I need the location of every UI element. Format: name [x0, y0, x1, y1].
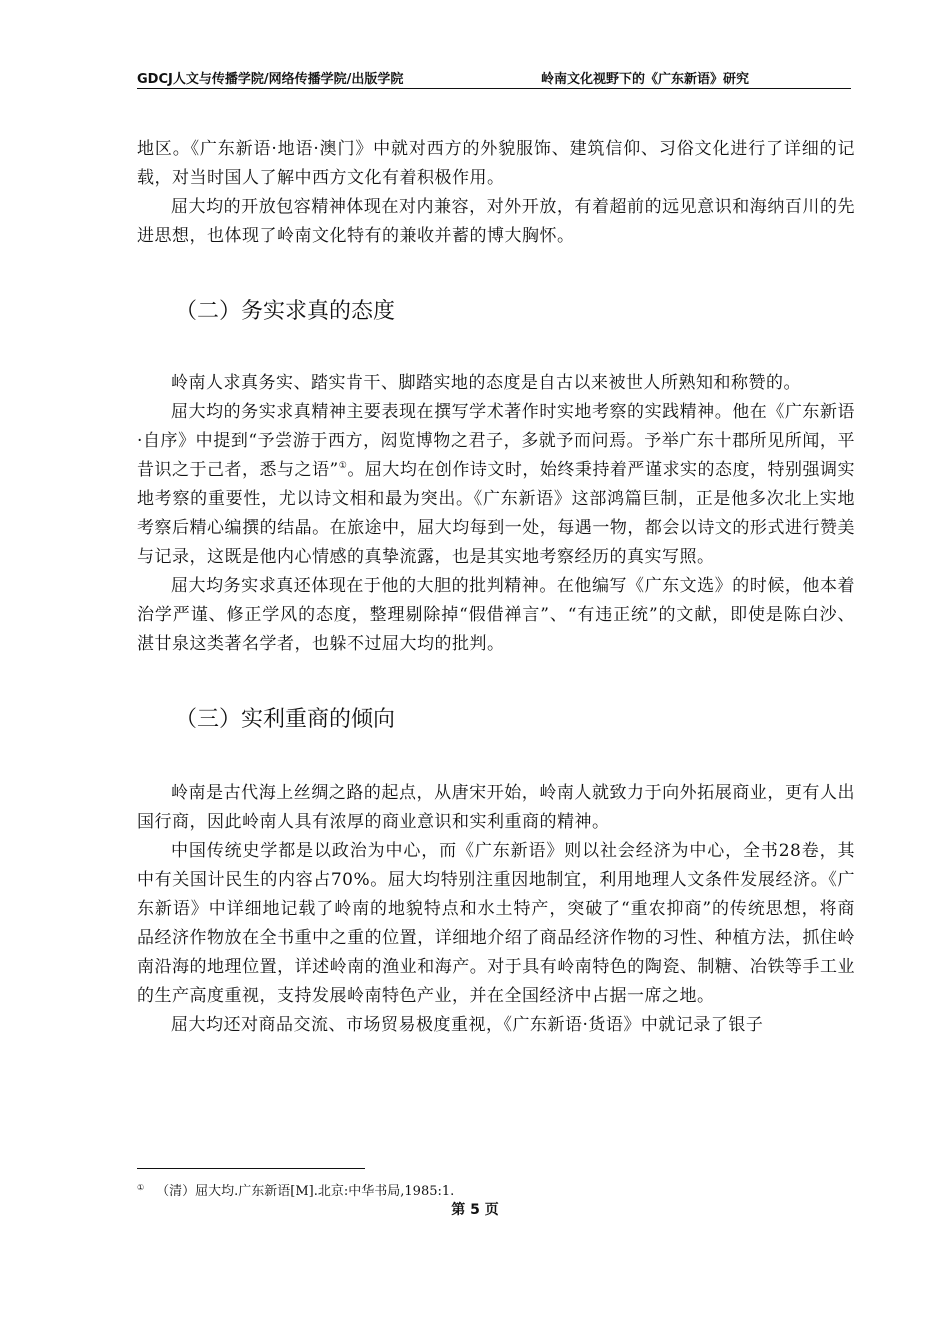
section-heading-3: （三）实利重商的倾向: [175, 707, 396, 732]
section-heading-2: （二）务实求真的态度: [175, 299, 396, 324]
page-body: [137, 135, 855, 1040]
footnote-reference[interactable]: ①: [338, 461, 348, 471]
paragraph-3: 岭南人求真务实、踏实肯干、脚踏实地的态度是自古以来被世人所熟知和称赞的。: [171, 373, 801, 393]
paragraph-7: 中国传统史学都是以政治为中心，而《广东新语》则以社会经济为中心，全书28卷，其中有关国计民生的内容占70%。屈大均特别注重因地制宜，利用地理人文条件发展经济。《广东新语》中详细地记载了岭南的地貌特点和水土特产，突破了“重农抑商”的传统思想，将商品经济作物放在全书重中之重的位置，详细地介绍了商品经济作物的习性、种植方法，抓住岭南沿海的地理位置，详述岭南的渔业和海产。对于具有岭南特色的陶瓷、制糖、冶铁等手工业的生产高度重视，支持发展岭南特色产业，并在全国经济中占据一席之地。: [137, 841, 855, 1006]
page-number: 第 5 页: [451, 1202, 499, 1218]
header-thesis-title: 岭南文化视野下的《广东新语》研究: [541, 72, 750, 87]
paragraph-4-part-1: 屈大均的务实求真精神主要表现在撰写学术著作时实地考察的实践精神。他在《广东新语·自序》中提到“予尝游于西方，闳览博物之君子，多就予而问焉。予举广东十郡所见所闻，平昔识之于己者，悉与之语”: [137, 402, 855, 480]
paragraph-4: [137, 398, 855, 572]
paragraph-2: 屈大均的开放包容精神体现在对内兼容，对外开放，有着超前的远见意识和海纳百川的先进思想，也体现了岭南文化特有的兼收并蓄的博大胸怀。: [137, 197, 855, 246]
paragraph-4-part-2: 。屈大均在创作诗文时，始终秉持着严谨求实的态度，特别强调实地考察的重要性，尤以诗文相和最为突出。《广东新语》这部鸿篇巨制，正是他多次北上实地考察后精心编撰的结晶。在旅途中，屈大均每到一处，每遇一物，都会以诗文的形式进行赞美与记录，这既是他内心情感的真挚流露，也是其实地考察经历的真实写照。: [137, 460, 855, 567]
paragraph-6: 岭南是古代海上丝绸之路的起点，从唐宋开始，岭南人就致力于向外拓展商业，更有人出国行商，因此岭南人具有浓厚的商业意识和实利重商的精神。: [137, 783, 855, 832]
header-institution: GDCJ人文与传播学院/网络传播学院/出版学院: [137, 72, 404, 87]
paragraph-1: 地区。《广东新语·地语·澳门》中就对西方的外貌服饰、建筑信仰、习俗文化进行了详细的记载，对当时国人了解中西方文化有着积极作用。: [137, 139, 855, 188]
footnote-text: （清）屈大均.广东新语[M].北京:中华书局,1985:1.: [156, 1184, 455, 1199]
footnote-mark: ①: [137, 1183, 145, 1192]
footnote: [137, 1180, 454, 1199]
footnote-divider: [137, 1168, 365, 1169]
page-header: [137, 66, 851, 89]
paragraph-5: 屈大均务实求真还体现在于他的大胆的批判精神。在他编写《广东文选》的时候，他本着治学严谨、修正学风的态度，整理剔除掉“假借禅言”、“有违正统”的文献，即使是陈白沙、湛甘泉这类著名学者，也躲不过屈大均的批判。: [137, 576, 855, 654]
paragraph-8: 屈大均还对商品交流、市场贸易极度重视，《广东新语·货语》中就记录了银子: [171, 1015, 764, 1035]
